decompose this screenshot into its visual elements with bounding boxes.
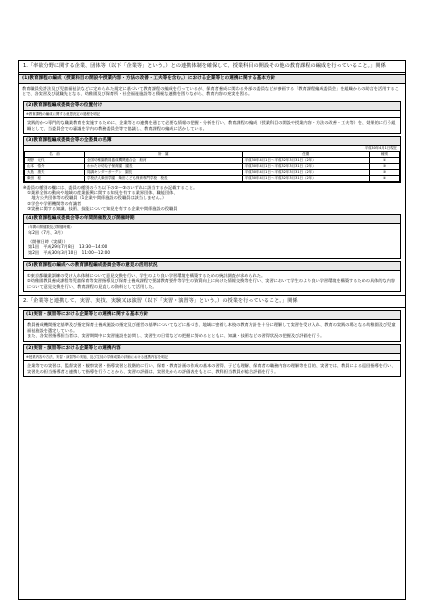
meeting-line: 第2回 平成30年3月10日 11:00～12:00 <box>28 249 110 255</box>
roster-cell-name: 山本 悟介 <box>25 163 85 169</box>
practicum-policy-title: (1)実習・演習等における企業等との連携に関する基本方針 <box>24 311 400 320</box>
roster-note: ②学会や学術機関等の有識者 <box>23 200 82 206</box>
roster-header-affiliation: 所 属 <box>85 151 243 157</box>
meeting-line: 年2回（7月、3月） <box>28 230 66 236</box>
roster-cell-affiliation: わかたけ幼な子保育園 園長 <box>85 163 243 169</box>
roster-header-name: 名 前 <box>25 151 85 157</box>
section1-policy-heading: (1)教育課程の編成（授業科目の開設や授業内容・方法の改善・工夫等を含む。）における企業等との連携に関する基本方針 <box>19 74 405 84</box>
roster-note: ※委員の種別の欄には、委員の種別のうち以下の①～③のいずれに該当するか記載すること。 <box>23 184 198 190</box>
document-page <box>18 60 406 600</box>
opinion-usage-box <box>23 261 401 292</box>
roster-cell-term: 平成30年4月1日～平成32年3月31日（2年） <box>242 163 370 169</box>
committee-position-title: (2)教育課程編成委員会等の位置付け <box>24 102 400 111</box>
roster-note: ③実務に関する知識、技術、技能について知見を有する企業や関係施設の役職員 <box>23 206 178 212</box>
roster-cell-type: ② <box>370 175 400 181</box>
roster-header-term: 任期 <box>242 151 370 157</box>
roster-cell-name: 大島 康夫 <box>25 169 85 175</box>
practicum-policy-box <box>23 310 401 341</box>
committee-position-body: 実践的かつ専門的な職業教育を実施するために、企業等との連携を通じて必要な情報の把握・分析を行い、教育課程の編成（授業科目の開設や授業内容・方法の改善・工夫等）を、効果的に行う組織として、当委員会での審議を学内の教務委員会等で協議し、教育課程の編成に活かしている。 <box>27 120 396 131</box>
table-row <box>25 175 400 181</box>
roster-note: ①業界全体の動向や地域の産業振興に関する知見を有する業界団体、職能団体、 <box>23 190 178 196</box>
opinion-usage-body: ①東京都職業訓練の受け入れ体制について意見交換を行い、学生のより良い学習環境を構築するための統計調査が求められた。 ②幼稚園教員養成課程等児童保育等実習指導及び保育士養成課程で要請教育要件等学生の資質向上に向けた情報交換等を行い、実習において学生のより良い学習環境を構築するための具体的な内容について意見交換を行い、教育課程の見直しの資料として活用した。 <box>27 273 396 289</box>
practicum-content-box <box>23 344 401 377</box>
section1-policy-body: 教育職員免許法及び児童福祉法などに定められた規定に基づいて教育課程の編成を行っているが、保育者養成に関わる外部の委員などが参画する「教育課程編成委員会」を組織からの助言を活用することで、各実習及び就職先となる、幼稚園及び保育所・社会福祉施設等と積極な連携を図りながら、教育内容の充実を図る。 <box>22 85 399 97</box>
committee-roster-box <box>23 136 401 182</box>
roster-cell-affiliation: 学校法人柴田学園 柴田こども保育専門学校 校長 <box>85 175 243 181</box>
meeting-line: （開催日時（実績）） <box>28 238 68 244</box>
roster-cell-affiliation: 同調キンダーガーデン 園長 <box>85 169 243 175</box>
roster-cell-type: ① <box>370 157 400 163</box>
section1-heading: 1.「率欲分野に関する企業、団体等（以下「企業等」という。）との連携体制を確保して、授業科目の開設その他の教育課程の編成を行っていること。」関係 <box>19 61 405 73</box>
meeting-schedule-title: (4)教育課程編成委員会等の年間開催数及び開催時期 <box>24 215 400 224</box>
practicum-content-title: (2)実習・演習等における企業等との連携内容 <box>24 345 400 354</box>
roster-date: 平成30年4月1日現在 <box>364 146 397 151</box>
practicum-content-body: 企業等での実習は、監督実習・観察実習・指導実習と段階的に行い、保育・教育計画の作成の基本の習得、子ども理解、保育者の職務内容の理解等を目的、実習では、教員による巡回指導を行い、実習先の担当指導者と連携して指導を行うことから、実習の評価は、実習先からの評価表をもとに、教科担当教員が総合評価を行う。 <box>27 363 396 374</box>
committee-roster-title: (3)教育課程編成委員会等の全委員の名簿 <box>24 137 400 146</box>
committee-position-box <box>23 101 401 134</box>
practicum-content-note: ※授業内容や方法、実習・演習等の実施、及び生徒の学修成果の評価における連携内容を明記 <box>24 354 400 361</box>
roster-cell-name: 刈野 元代 <box>25 157 85 163</box>
roster-cell-name: 柴田 稔 <box>25 175 85 181</box>
roster-cell-type: ③ <box>370 163 400 169</box>
roster-cell-type: ③ <box>370 169 400 175</box>
meeting-line: 第1回 平成29年7月8日 13:30～14:00 <box>28 244 108 250</box>
meeting-schedule-subtitle: （年間の開催数及び開催時期） <box>26 224 74 229</box>
roster-cell-term: 平成30年4月1日～平成32年3月31日（2年） <box>242 169 370 175</box>
practicum-policy-body: 教員養成機関指定基準及び指定保育士養成施設の指定及び運営の基準についてなどに基づき、地域に密着し本校の教育方針を十分に理解して実習を受け入れ、教育の実践の場となる幼稚園及び児童福祉施設を選定している。 また、各実習指導担当者は、実習期間中に実習施設を訪問し、実習生の日常などの把握に努めるとともに、知識・技術などの習得状況の把握及び評価を行う。 <box>27 322 396 339</box>
opinion-usage-title: (5)教育課程の編成への教育課程編成委員会等の意見の活用状況 <box>24 262 400 271</box>
section2-heading: 2.「企業等と連携して、実習、実技、実験又は演習（以下「実習・演習等」という。）の授業を行っていること。」関係 <box>19 295 405 308</box>
roster-cell-term: 平成30年4月1日～平成32年3月31日（2年） <box>242 157 370 163</box>
roster-table <box>24 151 400 182</box>
roster-cell-affiliation: 全国幼稚園教員養成機関連合会 船河 <box>85 157 243 163</box>
roster-header-type: 種別 <box>370 151 400 157</box>
committee-position-note: ※教育課程の編成に関する意思決定の過程を明記 <box>24 111 400 118</box>
roster-cell-term: 平成30年4月1日～平成32年3月31日（2年） <box>242 175 370 181</box>
meeting-schedule-box <box>23 214 401 259</box>
roster-note: 地方公共団体等の役職員（1企業や関係施設の役職員は該当しません。） <box>23 195 167 201</box>
